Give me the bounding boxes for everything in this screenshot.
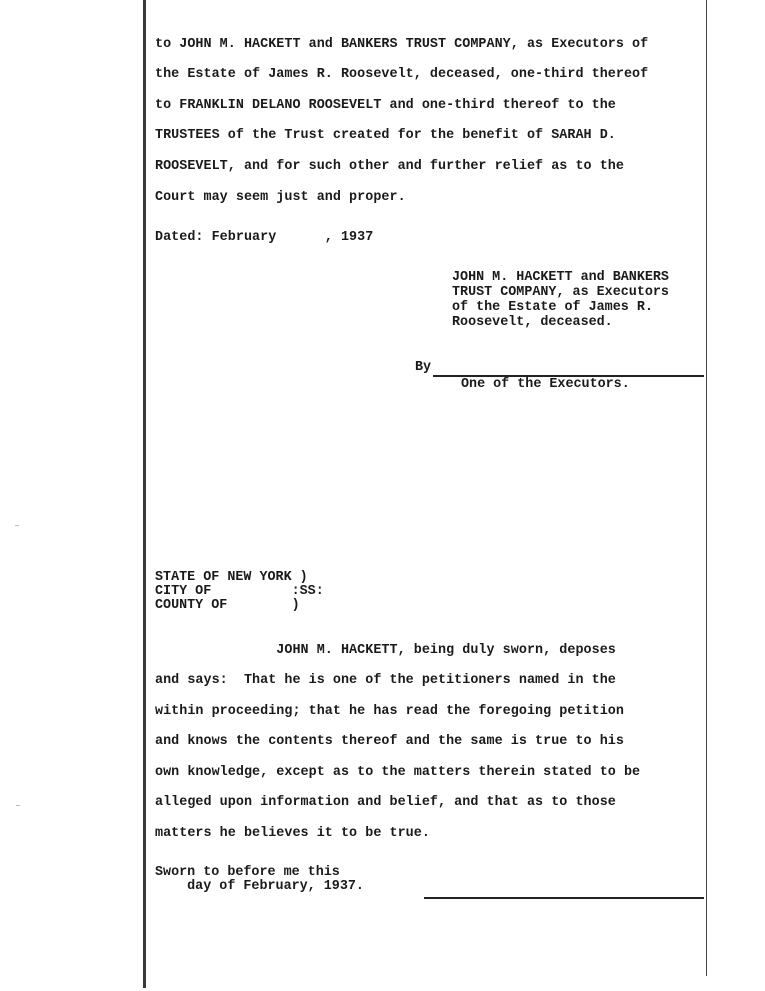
affidavit-line: JOHN M. HACKETT, being duly sworn, deposes bbox=[155, 643, 616, 658]
affidavit-line: own knowledge, except as to the matters therein stated to be bbox=[155, 765, 641, 780]
affidavit-line: alleged upon information and belief, and that as to those bbox=[155, 795, 616, 810]
scan-speck bbox=[16, 805, 20, 806]
jurat-line: day of February, 1937. bbox=[155, 879, 364, 894]
venue-line: COUNTY OF ) bbox=[155, 598, 300, 613]
signatory-line: JOHN M. HACKETT and BANKERS bbox=[452, 270, 669, 285]
venue-line: CITY OF :SS: bbox=[155, 584, 324, 599]
affidavit-line: matters he believes it to be true. bbox=[155, 826, 430, 841]
petition-line: to FRANKLIN DELANO ROOSEVELT and one-third thereof to the bbox=[155, 98, 616, 113]
page-right-border bbox=[706, 0, 707, 976]
page-left-border bbox=[143, 0, 146, 988]
affiant-signature-line bbox=[424, 897, 704, 899]
petition-line: TRUSTEES of the Trust created for the benefit of SARAH D. bbox=[155, 128, 616, 143]
signatory-line: TRUST COMPANY, as Executors bbox=[452, 285, 669, 300]
by-label: By bbox=[415, 360, 432, 375]
petition-line: ROOSEVELT, and for such other and further relief as to the bbox=[155, 159, 624, 174]
petition-line: to JOHN M. HACKETT and BANKERS TRUST COMPANY, as Executors of bbox=[155, 37, 649, 52]
affidavit-line: within proceeding; that he has read the foregoing petition bbox=[155, 704, 624, 719]
signatory-line: of the Estate of James R. bbox=[452, 300, 653, 315]
venue-line: STATE OF NEW YORK ) bbox=[155, 570, 308, 585]
jurat-line: Sworn to before me this bbox=[155, 865, 340, 880]
signatory-line: Roosevelt, deceased. bbox=[452, 315, 613, 330]
affidavit-line: and says: That he is one of the petitioners named in the bbox=[155, 673, 616, 688]
petition-line: the Estate of James R. Roosevelt, deceased, one-third thereof bbox=[155, 67, 649, 82]
petition-line: Court may seem just and proper. bbox=[155, 190, 406, 205]
signature-caption: One of the Executors. bbox=[461, 377, 630, 392]
affidavit-line: and knows the contents thereof and the same is true to his bbox=[155, 734, 624, 749]
scan-speck bbox=[15, 525, 19, 526]
dated-line: Dated: February , 1937 bbox=[155, 230, 374, 245]
